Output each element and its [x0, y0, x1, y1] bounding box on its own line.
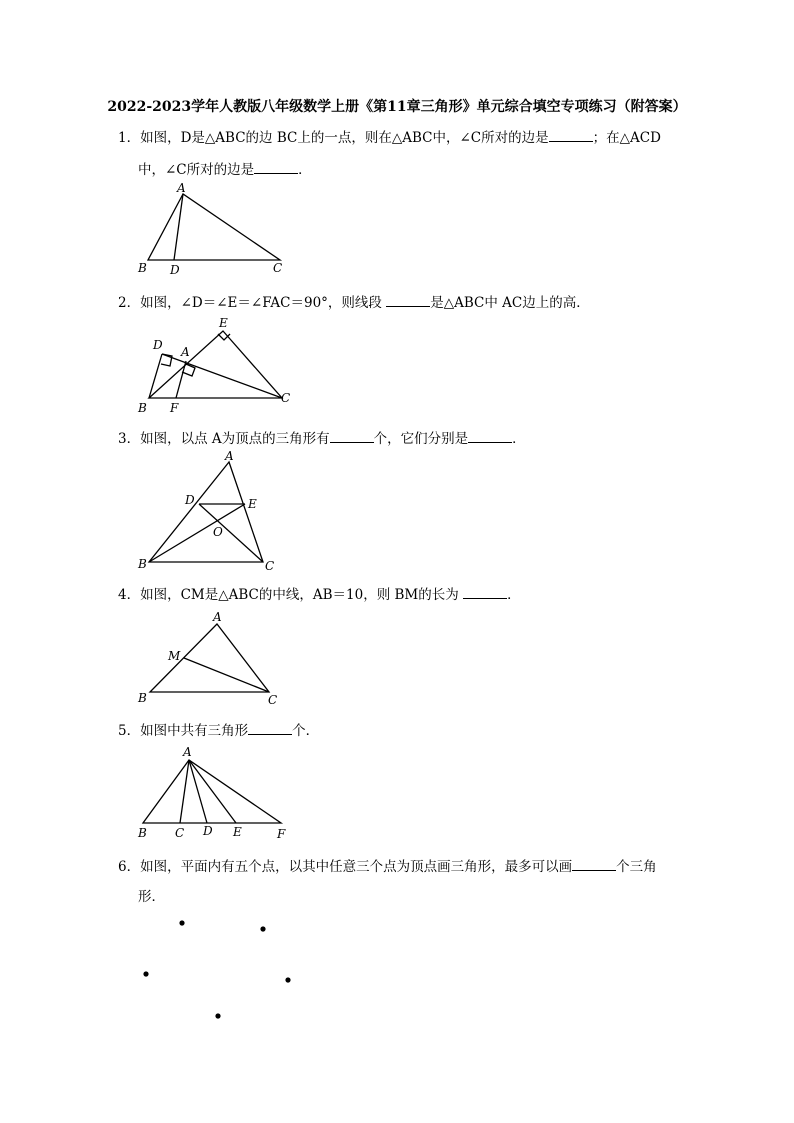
question-2: 2．如图，∠D＝∠E＝∠FAC＝90°，则线段 是△ABC中 AC边上的高．	[118, 295, 590, 311]
figure-q4	[135, 608, 285, 706]
question-4: 4．如图，CM是△ABC的中线，AB＝10，则 BM的长为 ．	[118, 587, 521, 603]
answer-blank	[468, 430, 512, 443]
label-D: D	[185, 493, 195, 507]
label-B: B	[138, 261, 147, 275]
label-E: E	[219, 316, 228, 330]
label-C: C	[175, 826, 185, 840]
answer-blank	[386, 294, 430, 307]
label-C: C	[265, 559, 275, 573]
question-3: 3．如图，以点 A为顶点的三角形有 个，它们分别是 ．	[118, 431, 526, 447]
label-A: A	[213, 610, 222, 624]
label-E: E	[233, 825, 242, 839]
figure-q2	[135, 314, 305, 418]
label-D: D	[170, 263, 180, 277]
label-A: A	[181, 345, 190, 359]
point-5	[215, 1013, 220, 1018]
figure-q5	[135, 742, 295, 842]
answer-blank	[254, 161, 298, 174]
question-5: 5．如图中共有三角形 个．	[118, 723, 320, 739]
label-O: O	[213, 525, 223, 539]
answer-blank	[330, 430, 374, 443]
document-title: 2022-2023学年人教版八年级数学上册《第11章三角形》单元综合填空专项练习（附答案）	[107, 99, 687, 115]
answer-blank	[463, 586, 507, 599]
answer-blank	[572, 858, 616, 871]
figure-q6-points	[130, 910, 310, 1030]
label-C: C	[281, 391, 291, 405]
point-4	[285, 977, 290, 982]
point-1	[179, 920, 184, 925]
label-B: B	[138, 691, 147, 705]
label-D: D	[153, 338, 163, 352]
label-E: E	[248, 497, 257, 511]
question-6-line-1: 6．如图，平面内有五个点，以其中任意三个点为顶点画三角形，最多可以画 个三角	[118, 859, 657, 875]
label-D: D	[203, 824, 213, 838]
question-1-line-2: 中，∠C所对的边是 ．	[138, 162, 312, 178]
figure-q1	[130, 182, 300, 278]
answer-blank	[248, 722, 292, 735]
label-M: M	[168, 649, 181, 663]
label-C: C	[273, 261, 283, 275]
label-A: A	[183, 745, 192, 759]
question-6-line-2: 形．	[138, 889, 165, 905]
point-3	[143, 971, 148, 976]
label-B: B	[138, 401, 147, 415]
label-F: F	[170, 401, 179, 415]
point-2	[260, 926, 265, 931]
label-B: B	[138, 557, 147, 571]
label-A: A	[177, 181, 186, 195]
answer-blank	[549, 129, 593, 142]
label-C: C	[268, 693, 278, 707]
question-1-line-1: 1．如图，D是△ABC的边 BC上的一点，则在△ABC中，∠C所对的边是 ；在△ACD	[118, 130, 661, 146]
label-B: B	[138, 826, 147, 840]
label-A: A	[225, 449, 234, 463]
label-F: F	[277, 827, 286, 841]
figure-q3	[135, 448, 285, 574]
